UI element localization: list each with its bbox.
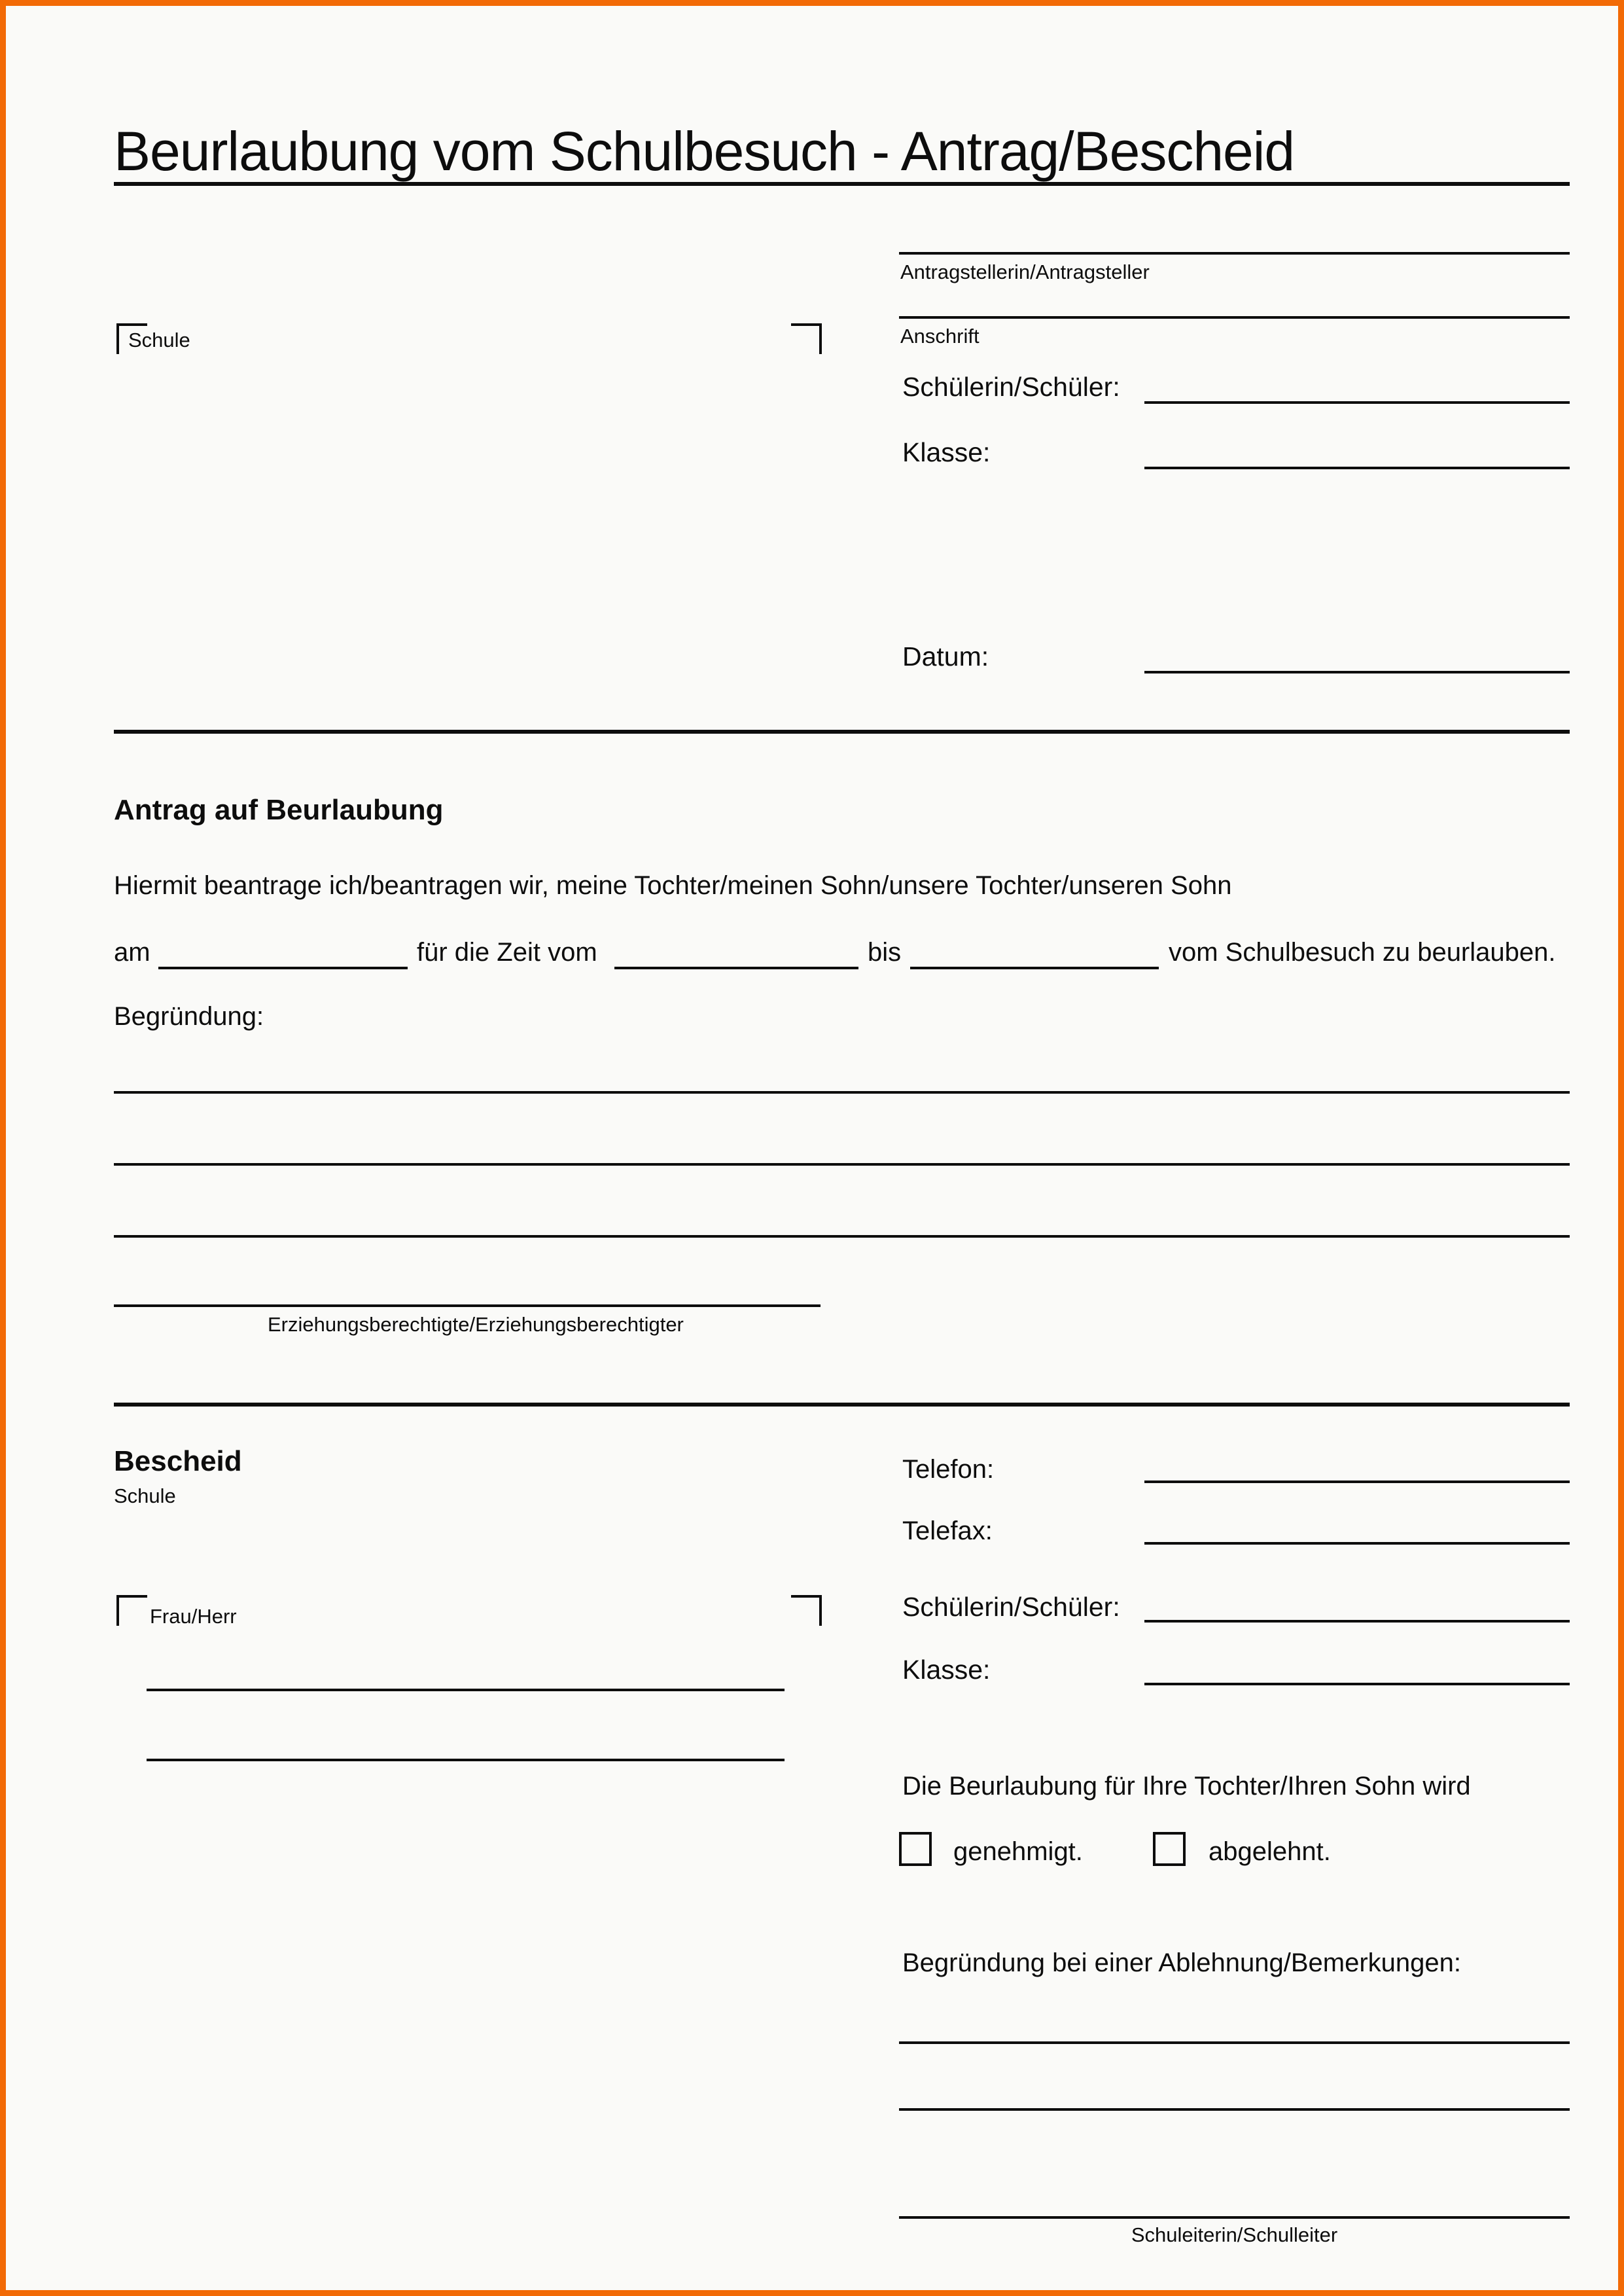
applicant-label: Antragstellerin/Antragsteller — [900, 260, 1150, 283]
section-divider-top — [114, 730, 1570, 734]
decision-student-write-line[interactable] — [1144, 1620, 1570, 1623]
period-from-write-line[interactable] — [614, 967, 858, 969]
decision-class-label: Klasse: — [902, 1655, 991, 1685]
reason-write-line-2[interactable] — [114, 1163, 1570, 1166]
class-label: Klasse: — [902, 437, 991, 467]
rejected-checkbox[interactable] — [1153, 1832, 1186, 1866]
class-write-line[interactable] — [1144, 467, 1570, 469]
approved-checkbox[interactable] — [899, 1832, 932, 1866]
outcome-intro: Die Beurlaubung für Ihre Tochter/Ihren Sohn wird — [902, 1772, 1471, 1801]
recipient-write-line-1[interactable] — [147, 1689, 785, 1691]
leave-date-write-line[interactable] — [158, 967, 408, 969]
title-underline — [114, 182, 1570, 186]
rejection-reason-write-line-1[interactable] — [899, 2041, 1570, 2044]
address-write-line[interactable] — [899, 316, 1570, 319]
period-to-write-line[interactable] — [910, 967, 1159, 969]
decision-student-label: Schülerin/Schüler: — [902, 1592, 1120, 1622]
rejected-label: abgelehnt. — [1209, 1837, 1331, 1866]
application-heading: Antrag auf Beurlaubung — [114, 794, 444, 826]
recipient-window-corner-left-icon — [116, 1595, 147, 1626]
inline-tail-label: vom Schulbesuch zu beurlauben. — [1169, 938, 1556, 967]
principal-signature-line[interactable] — [899, 2216, 1570, 2219]
salutation-label: Frau/Herr — [150, 1605, 237, 1628]
inline-am-label: am — [114, 938, 150, 967]
application-intro: Hiermit beantrage ich/beantragen wir, meine Tochter/meinen Sohn/unsere Tochter/unseren Sohn — [114, 871, 1232, 900]
applicant-write-line[interactable] — [899, 252, 1570, 255]
date-label: Datum: — [902, 641, 989, 672]
reason-write-line-3[interactable] — [114, 1235, 1570, 1238]
guardian-label: Erziehungsberechtigte/Erziehungsberechtigter — [268, 1313, 684, 1336]
reason-write-line-1[interactable] — [114, 1091, 1570, 1094]
decision-heading: Bescheid — [114, 1445, 242, 1477]
principal-label: Schuleiterin/Schulleiter — [1131, 2223, 1338, 2246]
decision-school-label: Schule — [114, 1484, 176, 1507]
inline-bis-label: bis — [868, 938, 902, 967]
reason-label: Begründung: — [114, 1002, 264, 1031]
fax-write-line[interactable] — [1144, 1542, 1570, 1545]
phone-write-line[interactable] — [1144, 1480, 1570, 1483]
guardian-signature-line[interactable] — [114, 1304, 821, 1307]
inline-period-label: für die Zeit vom — [417, 938, 597, 967]
fax-label: Telefax: — [902, 1516, 993, 1545]
phone-label: Telefon: — [902, 1455, 995, 1484]
school-window-label: Schule — [128, 329, 190, 351]
decision-class-write-line[interactable] — [1144, 1683, 1570, 1685]
student-write-line[interactable] — [1144, 401, 1570, 404]
recipient-write-line-2[interactable] — [147, 1759, 785, 1761]
rejection-reason-write-line-2[interactable] — [899, 2108, 1570, 2111]
approved-label: genehmigt. — [953, 1837, 1083, 1866]
page-title: Beurlaubung vom Schulbesuch - Antrag/Bescheid — [114, 120, 1295, 182]
date-write-line[interactable] — [1144, 671, 1570, 673]
address-label: Anschrift — [900, 325, 980, 348]
recipient-window-corner-right-icon — [791, 1595, 822, 1626]
rejection-reason-label: Begründung bei einer Ablehnung/Bemerkungen: — [902, 1948, 1461, 1977]
school-window-corner-right-icon — [791, 323, 822, 354]
student-label: Schülerin/Schüler: — [902, 372, 1120, 402]
section-divider-bottom — [114, 1403, 1570, 1407]
